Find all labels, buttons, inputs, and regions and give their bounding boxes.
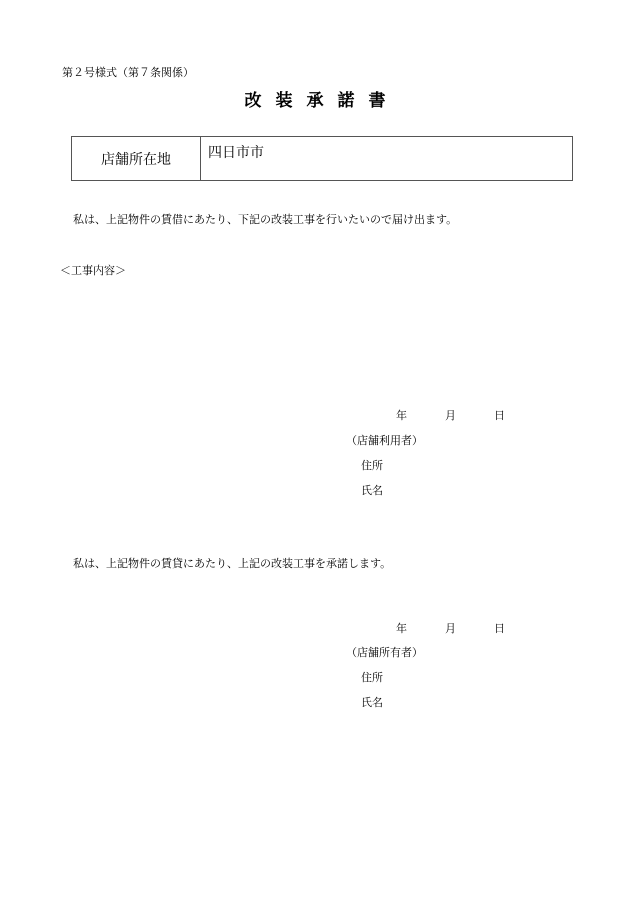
- owner-date: [396, 620, 505, 636]
- work-contents-label: ＜工事内容＞: [60, 264, 126, 277]
- form-number: 第２号様式（第７条関係）: [62, 66, 194, 79]
- approval-statement: 私は、上記物件の賃貸にあたり、上記の改装工事を承諾します。: [73, 557, 392, 570]
- request-statement: 私は、上記物件の賃借にあたり、下記の改装工事を行いたいので届け出ます。: [73, 213, 458, 226]
- owner-date-month: 月: [445, 622, 456, 635]
- user-date: [396, 407, 505, 423]
- user-date-day: 日: [494, 409, 505, 422]
- store-owner-address-label: 住所: [361, 671, 383, 684]
- store-user-address-label: 住所: [361, 459, 383, 472]
- store-location-value[interactable]: 四日市市: [208, 144, 264, 161]
- user-date-year: 年: [396, 409, 407, 422]
- store-owner-label: （店舗所有者）: [346, 646, 423, 659]
- document-title: 改装承諾書: [244, 91, 400, 111]
- store-owner-name-label: 氏名: [361, 696, 383, 709]
- owner-date-day: 日: [494, 622, 505, 635]
- store-user-name-label: 氏名: [361, 484, 383, 497]
- owner-date-year: 年: [396, 622, 407, 635]
- store-location-label: 店舗所在地: [72, 137, 201, 180]
- store-location-table: [71, 136, 573, 181]
- store-user-label: （店舗利用者）: [346, 434, 423, 447]
- user-date-month: 月: [445, 409, 456, 422]
